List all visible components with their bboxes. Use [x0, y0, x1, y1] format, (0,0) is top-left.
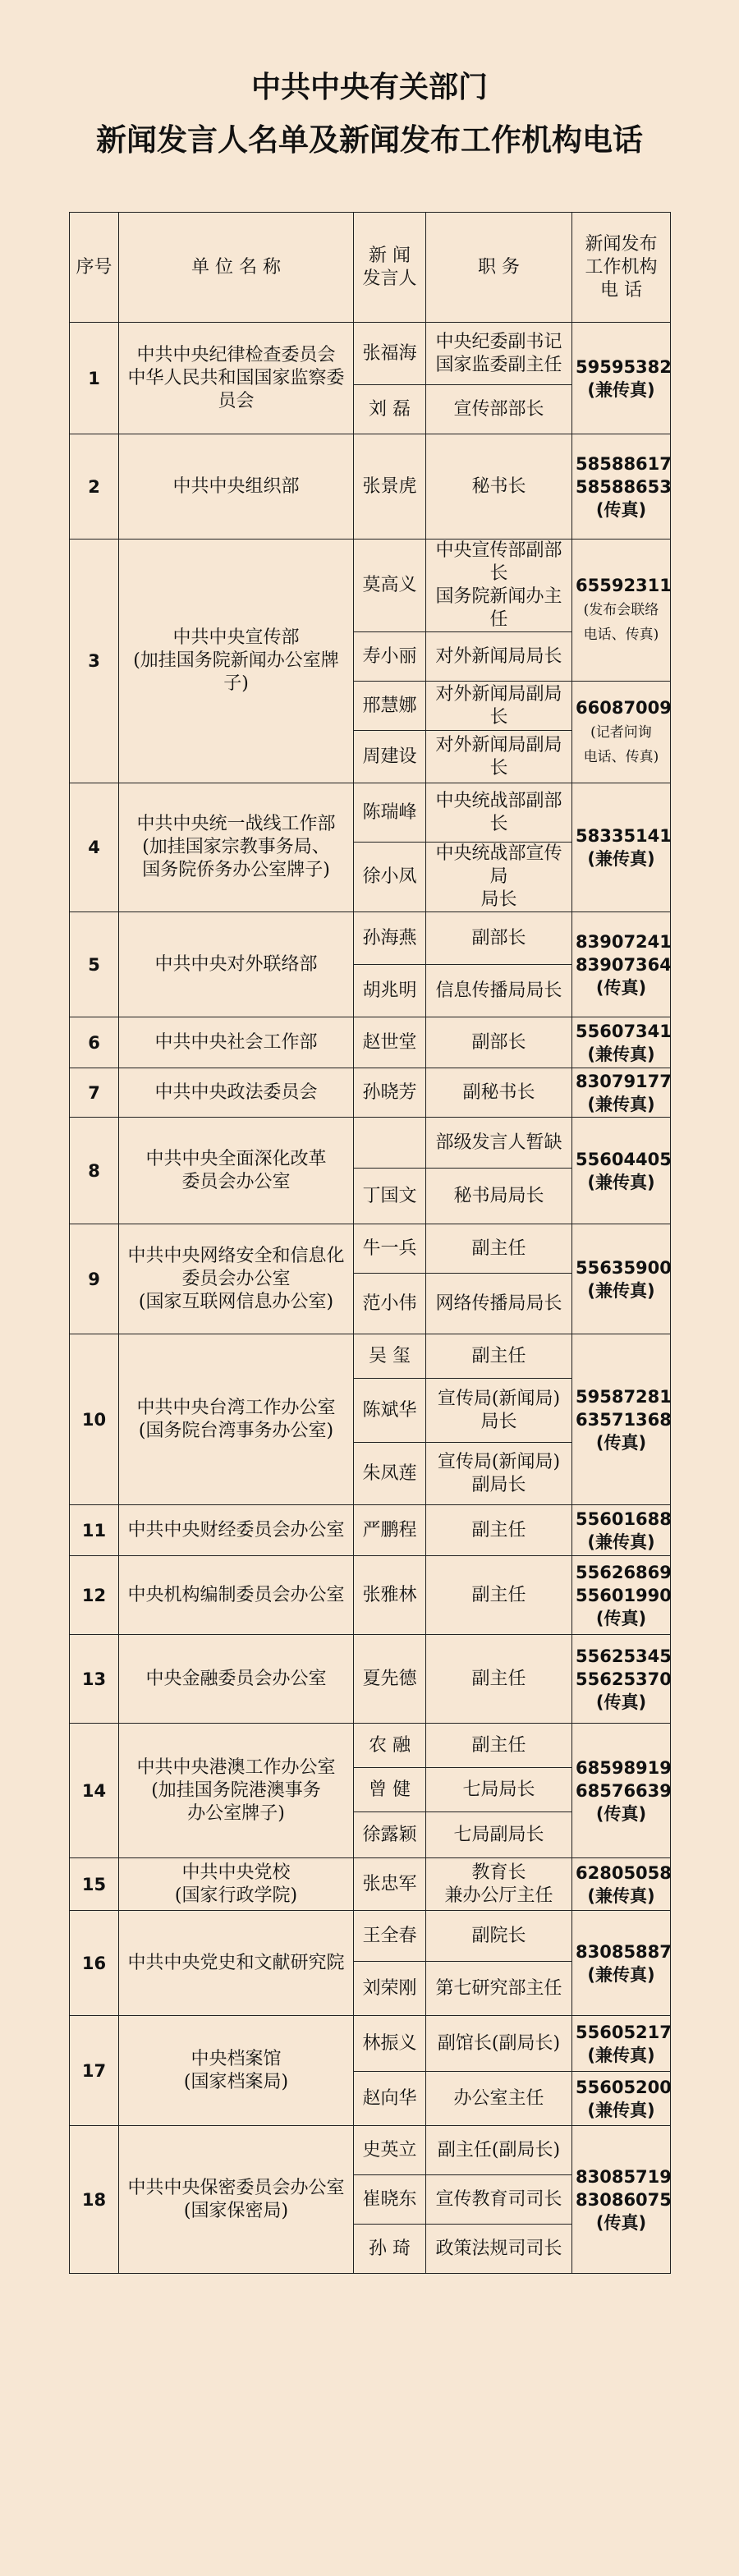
spokesperson-name: 农 融 [354, 1724, 426, 1768]
phone-note: (记者问询 电话、传真) [583, 723, 659, 765]
spokesperson-title: 副主任 [426, 1724, 572, 1768]
table-row [70, 1068, 671, 1118]
table-row [70, 1556, 671, 1635]
header-position: 职 务 [426, 213, 572, 323]
row-number: 18 [70, 2126, 119, 2274]
table-row [70, 2126, 671, 2175]
spokesperson-name: 夏先德 [354, 1635, 426, 1724]
spokesperson-name: 徐露颖 [354, 1812, 426, 1858]
spokesperson-name: 张忠军 [354, 1858, 426, 1911]
spokesperson-title: 对外新闻局局长 [426, 632, 572, 682]
unit-name: 中共中央港澳工作办公室 (加挂国务院港澳事务 办公室牌子) [119, 1724, 354, 1858]
spokesperson-name: 徐小凤 [354, 843, 426, 912]
spokesperson-name: 刘荣刚 [354, 1962, 426, 2016]
phone-number: 55635900 (兼传真) [572, 1224, 671, 1334]
spokesperson-name: 曾 健 [354, 1768, 426, 1812]
table-header-row [70, 213, 671, 323]
spokesperson-title: 七局副局长 [426, 1812, 572, 1858]
spokesperson-name: 刘 磊 [354, 385, 426, 434]
table-row [70, 2016, 671, 2072]
phone-number: 83079177 (兼传真) [572, 1068, 671, 1118]
phone-number: 55601688 (兼传真) [572, 1505, 671, 1556]
spokesperson-title: 信息传播局局长 [426, 965, 572, 1017]
spokesperson-name: 赵向华 [354, 2072, 426, 2126]
spokesperson-name: 邢慧娜 [354, 682, 426, 731]
table-row [70, 1505, 671, 1556]
row-number: 7 [70, 1068, 119, 1118]
page-title: 中共中央有关部门 [250, 71, 488, 104]
phone-number: 66087009 (记者问询 电话、传真) [572, 682, 671, 783]
spokesperson-title: 副主任(副局长) [426, 2126, 572, 2175]
spokesperson-name: 崔晓东 [354, 2175, 426, 2225]
spokesperson-title: 宣传局(新闻局) 局长 [426, 1379, 572, 1443]
spokesperson-title: 副主任 [426, 1334, 572, 1379]
spokesperson-title: 对外新闻局副局长 [426, 682, 572, 731]
spokesperson-title: 中央纪委副书记 国家监委副主任 [426, 323, 572, 385]
unit-name: 中央金融委员会办公室 [119, 1635, 354, 1724]
unit-name: 中央档案馆 (国家档案局) [119, 2016, 354, 2126]
spokesperson-name: 王全春 [354, 1911, 426, 1962]
spokesperson-title: 秘书长 [426, 434, 572, 540]
phone-number: 55626869 55601990 (传真) [572, 1556, 671, 1635]
unit-name: 中共中央全面深化改革 委员会办公室 [119, 1118, 354, 1224]
unit-name: 中共中央党史和文献研究院 [119, 1911, 354, 2016]
spokesperson-title: 副馆长(副局长) [426, 2016, 572, 2072]
spokesperson-title: 副主任 [426, 1505, 572, 1556]
phone-number: 68598919 68576639 (传真) [572, 1724, 671, 1858]
unit-name: 中共中央组织部 [119, 434, 354, 540]
phone-number: 55605217 (兼传真) [572, 2016, 671, 2072]
spokesperson-name: 孙 琦 [354, 2225, 426, 2274]
table-row [70, 1224, 671, 1274]
row-number: 10 [70, 1334, 119, 1505]
spokesperson-name: 林振义 [354, 2016, 426, 2072]
spokesperson-name: 张福海 [354, 323, 426, 385]
header-no: 序号 [70, 213, 119, 323]
table-row [70, 434, 671, 540]
phone-number: 55605200 (兼传真) [572, 2072, 671, 2126]
row-number: 14 [70, 1724, 119, 1858]
spokesperson-name: 寿小丽 [354, 632, 426, 682]
spokesperson-title: 副主任 [426, 1224, 572, 1274]
unit-name: 中共中央网络安全和信息化 委员会办公室 (国家互联网信息办公室) [119, 1224, 354, 1334]
row-number: 12 [70, 1556, 119, 1635]
spokesperson-title: 第七研究部主任 [426, 1962, 572, 2016]
spokesperson-title: 网络传播局局长 [426, 1274, 572, 1334]
row-number: 1 [70, 323, 119, 434]
table-row [70, 1017, 671, 1068]
spokesperson-table [69, 212, 671, 2274]
spokesperson-name: 朱凤莲 [354, 1443, 426, 1505]
spokesperson-title: 宣传教育司司长 [426, 2175, 572, 2225]
row-number: 5 [70, 912, 119, 1017]
row-number: 15 [70, 1858, 119, 1911]
table-row [70, 323, 671, 385]
row-number: 13 [70, 1635, 119, 1724]
unit-name: 中共中央纪律检查委员会 中华人民共和国国家监察委员会 [119, 323, 354, 434]
spokesperson-title: 副主任 [426, 1635, 572, 1724]
table-row [70, 1635, 671, 1724]
phone-number: 55607341 (兼传真) [572, 1017, 671, 1068]
spokesperson-title: 七局局长 [426, 1768, 572, 1812]
header-unit: 单 位 名 称 [119, 213, 354, 323]
phone-number: 59595382 (兼传真) [572, 323, 671, 434]
spokesperson-title: 副主任 [426, 1556, 572, 1635]
spokesperson-title: 对外新闻局副局长 [426, 731, 572, 783]
spokesperson-title: 宣传部部长 [426, 385, 572, 434]
spokesperson-title: 副部长 [426, 912, 572, 965]
phone-number: 83907241 83907364 (传真) [572, 912, 671, 1017]
spokesperson-name: 牛一兵 [354, 1224, 426, 1274]
phone-number: 83085887 (兼传真) [572, 1911, 671, 2016]
spokesperson-title: 中央统战部副部长 [426, 783, 572, 843]
unit-name: 中共中央保密委员会办公室 (国家保密局) [119, 2126, 354, 2274]
phone-note: (发布会联络 电话、传真) [583, 602, 659, 643]
phone-number: 62805058 (兼传真) [572, 1858, 671, 1911]
unit-name: 中共中央政法委员会 [119, 1068, 354, 1118]
row-number: 8 [70, 1118, 119, 1224]
spokesperson-title: 副部长 [426, 1017, 572, 1068]
phone-number: 65592311 (发布会联络 电话、传真) [572, 540, 671, 682]
spokesperson-title: 秘书局局长 [426, 1169, 572, 1224]
spokesperson-name: 陈瑞峰 [354, 783, 426, 843]
row-number: 4 [70, 783, 119, 912]
spokesperson-name: 丁国文 [354, 1169, 426, 1224]
table-row [70, 912, 671, 965]
table-row [70, 783, 671, 843]
row-number: 9 [70, 1224, 119, 1334]
table-row [70, 540, 671, 632]
spokesperson-name: 吴 玺 [354, 1334, 426, 1379]
spokesperson-name: 莫高义 [354, 540, 426, 632]
unit-name: 中共中央台湾工作办公室 (国务院台湾事务办公室) [119, 1334, 354, 1505]
spokesperson-title: 办公室主任 [426, 2072, 572, 2126]
spokesperson-name: 史英立 [354, 2126, 426, 2175]
spokesperson-title: 宣传局(新闻局) 副局长 [426, 1443, 572, 1505]
row-number: 3 [70, 540, 119, 783]
table-row [70, 1724, 671, 1768]
spokesperson-name: 严鹏程 [354, 1505, 426, 1556]
row-number: 16 [70, 1911, 119, 2016]
phone-number: 55604405 (兼传真) [572, 1118, 671, 1224]
page-subtitle: 新闻发言人名单及新闻发布工作机构电话 [96, 122, 643, 158]
spokesperson-name: 张雅林 [354, 1556, 426, 1635]
phone-number: 58588617 58588653 (传真) [572, 434, 671, 540]
spokesperson-name: 孙海燕 [354, 912, 426, 965]
spokesperson-title: 部级发言人暂缺 [426, 1118, 572, 1169]
spokesperson-name: 陈斌华 [354, 1379, 426, 1443]
unit-name: 中共中央统一战线工作部 (加挂国家宗教事务局、 国务院侨务办公室牌子) [119, 783, 354, 912]
phone-number: 55625345 55625370 (传真) [572, 1635, 671, 1724]
spokesperson-name: 孙晓芳 [354, 1068, 426, 1118]
table-row [70, 1911, 671, 1962]
row-number: 6 [70, 1017, 119, 1068]
spokesperson-name: 胡兆明 [354, 965, 426, 1017]
spokesperson-name: 赵世堂 [354, 1017, 426, 1068]
header-phone: 新闻发布 工作机构 电 话 [572, 213, 671, 323]
spokesperson-title: 教育长 兼办公厅主任 [426, 1858, 572, 1911]
spokesperson-title: 副秘书长 [426, 1068, 572, 1118]
phone-number: 59587281 63571368 (传真) [572, 1334, 671, 1505]
spokesperson-name: 范小伟 [354, 1274, 426, 1334]
spokesperson-name: 张景虎 [354, 434, 426, 540]
header-spokesperson: 新 闻 发言人 [354, 213, 426, 323]
spokesperson-title: 中央宣传部副部长 国务院新闻办主任 [426, 540, 572, 632]
unit-name: 中共中央宣传部 (加挂国务院新闻办公室牌子) [119, 540, 354, 783]
spokesperson-name [354, 1118, 426, 1169]
spokesperson-name: 周建设 [354, 731, 426, 783]
row-number: 11 [70, 1505, 119, 1556]
unit-name: 中共中央党校 (国家行政学院) [119, 1858, 354, 1911]
unit-name: 中共中央对外联络部 [119, 912, 354, 1017]
spokesperson-title: 副院长 [426, 1911, 572, 1962]
table-row [70, 1334, 671, 1379]
phone-number: 58335141 (兼传真) [572, 783, 671, 912]
table-row [70, 1118, 671, 1169]
spokesperson-title: 中央统战部宣传局 局长 [426, 843, 572, 912]
row-number: 2 [70, 434, 119, 540]
unit-name: 中共中央财经委员会办公室 [119, 1505, 354, 1556]
phone-number: 83085719 83086075 (传真) [572, 2126, 671, 2274]
unit-name: 中央机构编制委员会办公室 [119, 1556, 354, 1635]
spokesperson-title: 政策法规司司长 [426, 2225, 572, 2274]
table-row [70, 1858, 671, 1911]
row-number: 17 [70, 2016, 119, 2126]
unit-name: 中共中央社会工作部 [119, 1017, 354, 1068]
